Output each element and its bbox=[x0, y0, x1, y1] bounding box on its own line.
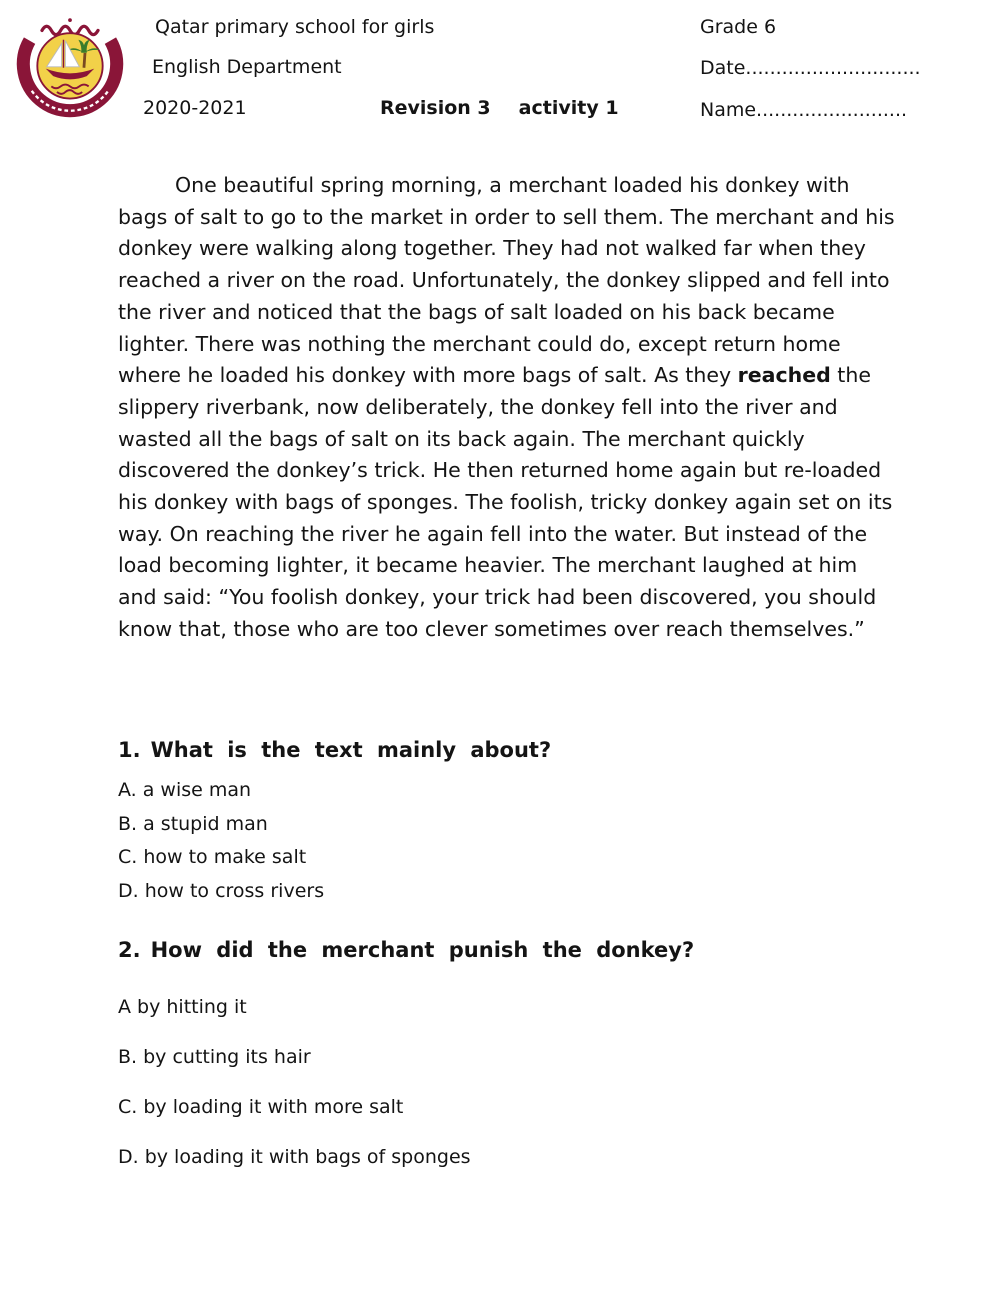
passage-text-after-bold: the slippery riverbank, now deliberately, the donkey fell into the river and wasted all the bags of salt on its back again. The merchant quickly discovered the donkey’s trick. He then returned home again but re-loaded his donkey with bags of sponges. The foolish, tricky donkey again set on its way. On reaching the river he again fell into the water. But instead of the load becoming lighter, it became heavier. The merchant laughed at him and said: “You foolish donkey, your trick had been discovered, you should know that, those who are too clever sometimes over reach themselves.” bbox=[118, 363, 893, 641]
reading-passage bbox=[118, 170, 896, 646]
logo-emblem-icon bbox=[14, 8, 126, 120]
question-1-text: What is the text mainly about? bbox=[150, 738, 552, 762]
question-1-title bbox=[118, 738, 551, 762]
activity-label: activity 1 bbox=[518, 97, 619, 119]
question-1 bbox=[118, 738, 551, 908]
date-fill-line[interactable]: Date............................. bbox=[700, 57, 921, 79]
question-1-option-a[interactable]: A. a wise man bbox=[118, 779, 252, 801]
question-1-option-d[interactable]: D. how to cross rivers bbox=[118, 879, 325, 902]
question-2-option-c[interactable]: C. by loading it with more salt bbox=[118, 1096, 404, 1118]
revision-label: Revision 3 bbox=[380, 97, 491, 119]
question-2-title bbox=[118, 938, 694, 962]
school-name: Qatar primary school for girls bbox=[155, 16, 435, 38]
question-1-option-c[interactable]: C. how to make salt bbox=[118, 846, 307, 868]
worksheet-title bbox=[380, 97, 619, 119]
passage-text-before-bold: One beautiful spring morning, a merchant loaded his donkey with bags of salt to go to the market in order to sell them. The merchant and his donkey were walking along together. They had not walked far when they reached a river on the road. Unfortunately, the donkey slipped and fell into the river and noticed that the bags of salt loaded on his back became lighter. There was nothing the merchant could do, except return home where he loaded his donkey with more bags of salt. As they bbox=[118, 173, 895, 388]
department-label: English Department bbox=[152, 56, 342, 78]
passage-bold-word: reached bbox=[737, 363, 831, 388]
question-2-option-a[interactable]: A by hitting it bbox=[118, 996, 247, 1018]
question-2-option-b[interactable]: B. by cutting its hair bbox=[118, 1046, 311, 1068]
question-2-option-d[interactable]: D. by loading it with bags of sponges bbox=[118, 1146, 471, 1168]
question-1-number: 1. bbox=[118, 738, 141, 762]
qatar-ministry-of-education-logo bbox=[14, 8, 126, 120]
question-2 bbox=[118, 938, 694, 1182]
question-2-number: 2. bbox=[118, 938, 141, 962]
name-fill-line[interactable]: Name......................... bbox=[700, 99, 908, 121]
grade-label: Grade 6 bbox=[700, 16, 777, 38]
question-1-option-b[interactable]: B. a stupid man bbox=[118, 812, 268, 835]
question-2-text: How did the merchant punish the donkey? bbox=[150, 938, 695, 962]
school-year-label: 2020-2021 bbox=[143, 97, 247, 119]
